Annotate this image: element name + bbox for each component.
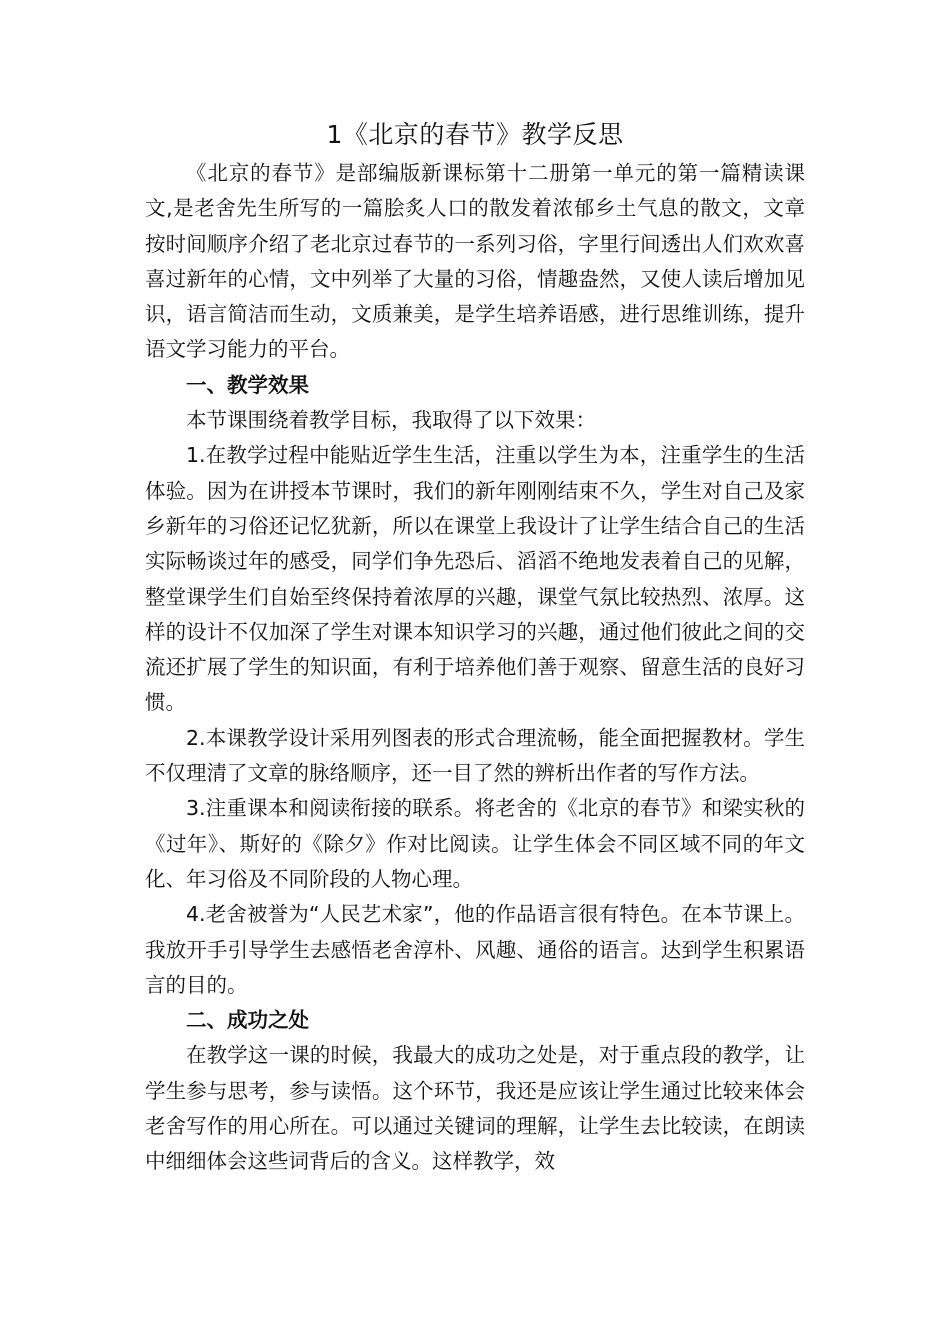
section-lead-paragraph: 本节课围绕着教学目标，我取得了以下效果： (186, 408, 596, 433)
document-body (145, 114, 805, 1180)
intro-paragraph: 《北京的春节》是部编版新课标第十二册第一单元的第一篇精读课文,是老舍先生所写的一篇脍炙人口的散发着浓郁乡土气息的散文，文章按时间顺序介绍了老北京过春节的一系列习俗，字里行间透出人们欢欢喜喜过新年的心情，文中列举了大量的习俗，情趣盎然，又使人读后增加见识，语言简洁而生动，文质兼美，是学生培养语感，进行思维训练，提升语文学习能力的平台。 (145, 161, 805, 362)
section-heading-success: 二、成功之处 (186, 1008, 309, 1033)
effect-point-4: 4.老舍被誉为“人民艺术家”，他的作品语言很有特色。在本节课上。我放开手引导学生去感悟老舍淳朴、风趣、通俗的语言。达到学生积累语言的目的。 (145, 902, 805, 997)
section-heading-teaching-effect: 一、教学效果 (186, 372, 309, 397)
document-title: 1《北京的春节》教学反思 (326, 120, 624, 149)
success-paragraph: 在教学这一课的时候，我最大的成功之处是，对于重点段的教学，让学生参与思考，参与读悟。这个环节，我还是应该让学生通过比较来体会老舍写作的用心所在。可以通过关键词的理解，让学生去比较读，在朗读中细细体会这些词背后的含义。这样教学，效 (145, 1043, 805, 1174)
effect-point-2: 2.本课教学设计采用列图表的形式合理流畅，能全面把握教材。学生不仅理清了文章的脉络顺序，还一目了然的辨析出作者的写作方法。 (145, 725, 805, 786)
effect-point-1: 1.在教学过程中能贴近学生生活，注重以学生为本，注重学生的生活体验。因为在讲授本节课时，我们的新年刚刚结束不久，学生对自己及家乡新年的习俗还记忆犹新，所以在课堂上我设计了让学生结合自己的生活实际畅谈过年的感受，同学们争先恐后、滔滔不绝地发表着自己的见解，整堂课学生们自始至终保持着浓厚的兴趣，课堂气氛比较热烈、浓厚。这样的设计不仅加深了学生对课本知识学习的兴趣，通过他们彼此之间的交流还扩展了学生的知识面，有利于培养他们善于观察、留意生活的良好习惯。 (145, 443, 805, 715)
effect-point-3: 3.注重课本和阅读衔接的联系。将老舍的《北京的春节》和梁实秋的《过年》、斯好的《除夕》作对比阅读。让学生体会不同区域不同的年文化、年习俗及不同阶段的人物心理。 (145, 796, 805, 891)
